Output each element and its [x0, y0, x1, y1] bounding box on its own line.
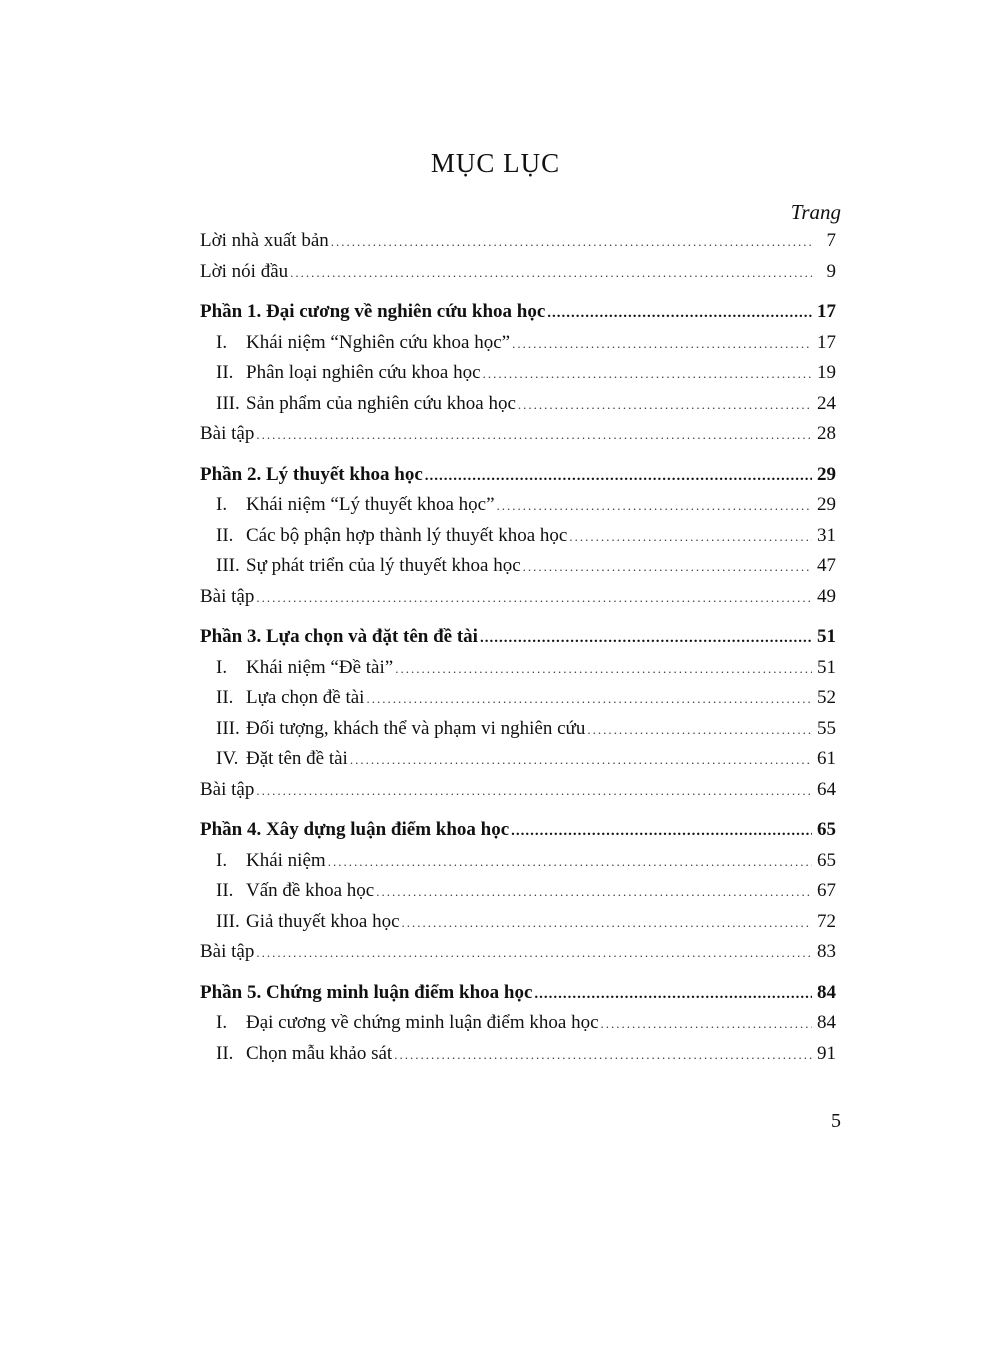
toc-entry: [200, 1012, 836, 1043]
toc-entry-label: Đối tượng, khách thể và phạm vi nghiên cứu: [246, 717, 586, 739]
dot-leader: [534, 986, 812, 1003]
toc-entry: [200, 393, 836, 424]
toc-entry-number: I.: [216, 331, 228, 353]
dot-leader: [569, 529, 812, 545]
toc-entry: [200, 525, 836, 556]
toc-entry-number: III.: [216, 910, 240, 932]
toc-entry-label: Bài tập: [200, 423, 255, 444]
toc-entry-number: II.: [216, 880, 234, 901]
table-of-contents: [200, 230, 836, 1073]
toc-entry-label: Sự phát triển của lý thuyết khoa học: [246, 555, 521, 576]
toc-part-entry: [200, 464, 836, 495]
toc-entry-page: 65: [817, 849, 836, 871]
toc-entry-label: Khái niệm: [246, 849, 326, 871]
toc-entry-label: Giả thuyết khoa học: [246, 910, 400, 932]
page-number: 5: [831, 1110, 841, 1132]
toc-entry: [200, 718, 836, 749]
toc-entry-number: I.: [216, 656, 228, 678]
toc-entry-page: 29: [817, 463, 836, 485]
toc-entry-number: II.: [216, 687, 234, 708]
dot-leader: [328, 854, 812, 870]
toc-entry-page: 51: [817, 626, 836, 647]
toc-entry-label: Các bộ phận hợp thành lý thuyết khoa học: [246, 524, 568, 546]
toc-entry-label: Phân loại nghiên cứu khoa học: [246, 362, 481, 383]
toc-entry-label: Bài tập: [200, 778, 255, 800]
dot-leader: [518, 397, 812, 413]
toc-entry-page: 7: [826, 230, 836, 251]
page-title: MỤC LỤC: [430, 148, 561, 178]
dot-leader: [547, 305, 812, 322]
toc-entry: [200, 494, 836, 525]
toc-entry-label: Đại cương về chứng minh luận điểm khoa học: [246, 1012, 599, 1033]
toc-entry-label: Phần 2. Lý thuyết khoa học: [200, 463, 423, 485]
toc-entry-page: 28: [817, 423, 836, 444]
toc-entry-label: Chọn mẫu khảo sát: [246, 1042, 393, 1064]
toc-entry-page: 19: [817, 362, 836, 383]
dot-leader: [394, 1047, 812, 1063]
toc-entry: [200, 657, 836, 688]
dot-leader: [523, 559, 812, 575]
toc-entry-page: 9: [826, 260, 836, 282]
toc-entry-number: II.: [216, 524, 234, 546]
toc-entry: [200, 911, 836, 942]
toc-entry-label: Bài tập: [200, 585, 255, 607]
toc-entry-label: Lời nhà xuất bản: [200, 230, 329, 251]
toc-entry-number: III.: [216, 392, 240, 414]
dot-leader: [395, 661, 812, 677]
toc-entry-label: Phần 1. Đại cương về nghiên cứu khoa học: [200, 301, 546, 322]
toc-entry-label: Khái niệm “Lý thuyết khoa học”: [246, 494, 495, 515]
dot-leader: [587, 722, 812, 738]
toc-part-entry: [200, 301, 836, 332]
toc-entry-label: Lời nói đầu: [200, 260, 289, 282]
toc-entry-label: Bài tập: [200, 941, 255, 962]
dot-leader: [366, 691, 812, 707]
dot-leader: [256, 783, 812, 799]
toc-entry-label: Khái niệm “Đề tài”: [246, 656, 394, 678]
toc-entry: [200, 423, 836, 454]
toc-entry-page: 51: [817, 656, 836, 678]
dot-leader: [256, 590, 812, 606]
dot-leader: [425, 468, 812, 485]
toc-entry-page: 84: [817, 1012, 836, 1033]
toc-entry: [200, 1043, 836, 1074]
dot-leader: [497, 498, 812, 514]
toc-entry-number: I.: [216, 494, 228, 515]
toc-entry-number: III.: [216, 717, 240, 739]
toc-entry-number: II.: [216, 362, 234, 383]
toc-entry: [200, 261, 836, 292]
toc-part-entry: [200, 626, 836, 657]
toc-entry: [200, 779, 836, 810]
toc-entry: [200, 941, 836, 972]
toc-entry-page: 52: [817, 687, 836, 708]
dot-leader: [331, 234, 812, 250]
toc-entry: [200, 748, 836, 779]
toc-entry-page: 31: [817, 524, 836, 546]
toc-entry-label: Phần 5. Chứng minh luận điểm khoa học: [200, 981, 533, 1003]
toc-entry-number: I.: [216, 849, 228, 871]
toc-entry: [200, 230, 836, 261]
toc-entry: [200, 586, 836, 617]
toc-entry: [200, 850, 836, 881]
dot-leader: [256, 945, 812, 961]
toc-entry-number: I.: [216, 1012, 228, 1033]
toc-entry-page: 67: [817, 880, 836, 901]
toc-entry-page: 61: [817, 748, 836, 769]
toc-entry-label: Đặt tên đề tài: [246, 748, 348, 769]
dot-leader: [350, 752, 812, 768]
toc-entry: [200, 687, 836, 718]
toc-entry-page: 17: [817, 331, 836, 353]
dot-leader: [480, 630, 812, 647]
dot-leader: [290, 265, 812, 281]
dot-leader: [256, 427, 812, 443]
toc-entry-page: 49: [817, 585, 836, 607]
toc-part-entry: [200, 982, 836, 1013]
toc-entry-number: III.: [216, 555, 240, 576]
toc-entry-number: IV.: [216, 748, 239, 769]
toc-entry: [200, 362, 836, 393]
toc-entry-page: 65: [817, 819, 836, 840]
toc-entry-page: 47: [817, 555, 836, 576]
toc-entry-page: 17: [817, 301, 836, 322]
toc-entry-page: 55: [817, 717, 836, 739]
toc-entry-label: Phần 4. Xây dựng luận điểm khoa học: [200, 819, 510, 840]
toc-entry-label: Khái niệm “Nghiên cứu khoa học”: [246, 331, 511, 353]
page-column-label: Trang: [790, 200, 841, 224]
toc-entry-label: Phần 3. Lựa chọn và đặt tên đề tài: [200, 626, 478, 647]
dot-leader: [402, 915, 812, 931]
toc-entry-page: 29: [817, 494, 836, 515]
dot-leader: [511, 823, 812, 840]
toc-entry: [200, 332, 836, 363]
toc-entry-label: Lựa chọn đề tài: [246, 687, 365, 708]
toc-entry-page: 64: [817, 778, 836, 800]
toc-entry-page: 24: [817, 392, 836, 414]
toc-entry-page: 84: [817, 981, 836, 1003]
toc-entry-page: 91: [817, 1042, 836, 1064]
dot-leader: [376, 884, 812, 900]
toc-entry-label: Vấn đề khoa học: [246, 880, 375, 901]
toc-entry-page: 72: [817, 910, 836, 932]
toc-entry-label: Sản phẩm của nghiên cứu khoa học: [246, 392, 516, 414]
toc-part-entry: [200, 819, 836, 850]
toc-entry-number: II.: [216, 1042, 234, 1064]
dot-leader: [483, 366, 812, 382]
dot-leader: [601, 1016, 812, 1032]
toc-entry-page: 83: [817, 941, 836, 962]
toc-entry: [200, 880, 836, 911]
toc-entry: [200, 555, 836, 586]
dot-leader: [512, 336, 812, 352]
